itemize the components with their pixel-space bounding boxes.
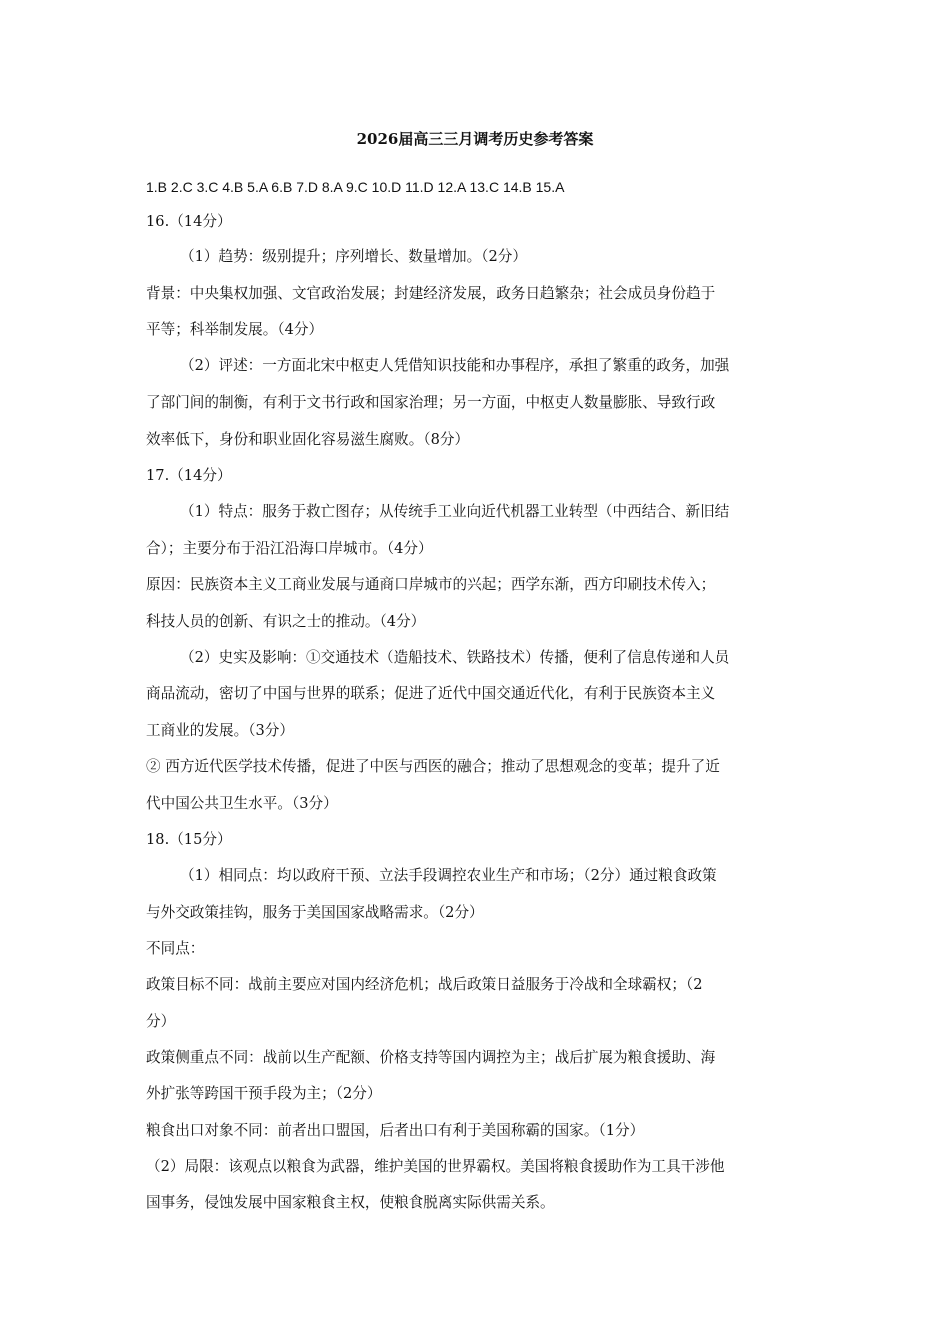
answer-line: 政策目标不同：战前主要应对国内经济危机；战后政策日益服务于冷战和全球霸权；（2 (146, 976, 703, 993)
answer-line: 了部门间的制衡，有利于文书行政和国家治理；另一方面，中枢吏人数量膨胀、导致行政 (146, 394, 716, 411)
answer-line: 分） (146, 1013, 176, 1030)
answer-line: 效率低下，身份和职业固化容易滋生腐败。（8分） (146, 431, 470, 448)
answer-line: 政策侧重点不同：战前以生产配额、价格支持等国内调控为主；战后扩展为粮食援助、海 (146, 1049, 716, 1066)
answer-line: （2）评述：一方面北宋中枢吏人凭借知识技能和办事程序，承担了繁重的政务，加强 (180, 357, 730, 374)
answer-line: 粮食出口对象不同：前者出口盟国，后者出口有利于美国称霸的国家。（1分） (146, 1122, 645, 1139)
answer-line: （1）趋势：级别提升；序列增长、数量增加。（2分） (180, 248, 527, 265)
answer-line: 外扩张等跨国干预手段为主；（2分） (146, 1085, 382, 1102)
question-17-heading: 17.（14分） (146, 467, 232, 484)
answer-line: （1）相同点：均以政府干预、立法手段调控农业生产和市场；（2分）通过粮食政策 (180, 867, 717, 884)
question-18-heading: 18.（15分） (146, 831, 232, 848)
answer-line: 工商业的发展。（3分） (146, 722, 294, 739)
answer-line: 不同点： (146, 940, 205, 957)
answer-line: （1）特点：服务于救亡图存；从传统手工业向近代机器工业转型（中西结合、新旧结 (180, 503, 730, 520)
answer-line: 商品流动，密切了中国与世界的联系；促进了近代中国交通近代化，有利于民族资本主义 (146, 685, 716, 702)
multiple-choice-answers: 1.B 2.C 3.C 4.B 5.A 6.B 7.D 8.A 9.C 10.D 11.D 12.A 13.C 14.B 15.A (146, 179, 565, 195)
answer-line: 科技人员的创新、有识之士的推动。（4分） (146, 613, 426, 630)
answer-line: 与外交政策挂钩，服务于美国国家战略需求。（2分） (146, 904, 484, 921)
answer-line: 国事务，侵蚀发展中国家粮食主权，使粮食脱离实际供需关系。 (146, 1194, 555, 1211)
answer-line: 合）；主要分布于沿江沿海口岸城市。（4分） (146, 540, 433, 557)
answer-line: 原因：民族资本主义工商业发展与通商口岸城市的兴起；西学东渐，西方印刷技术传入； (146, 576, 716, 593)
answer-line: ② 西方近代医学技术传播，促进了中医与西医的融合；推动了思想观念的变革；提升了近 (146, 758, 720, 775)
answer-line: （2）局限：该观点以粮食为武器，维护美国的世界霸权。美国将粮食援助作为工具干涉他 (146, 1158, 725, 1175)
page-title: 2026届高三三月调考历史参考答案 (356, 130, 594, 148)
answer-line: （2）史实及影响：①交通技术（造船技术、铁路技术）传播，便利了信息传递和人员 (180, 649, 730, 666)
question-16-heading: 16.（14分） (146, 213, 232, 230)
answer-line: 代中国公共卫生水平。（3分） (146, 795, 338, 812)
answer-line: 平等；科举制发展。（4分） (146, 321, 324, 338)
answer-line: 背景：中央集权加强、文官政治发展；封建经济发展，政务日趋繁杂；社会成员身份趋于 (146, 285, 716, 302)
